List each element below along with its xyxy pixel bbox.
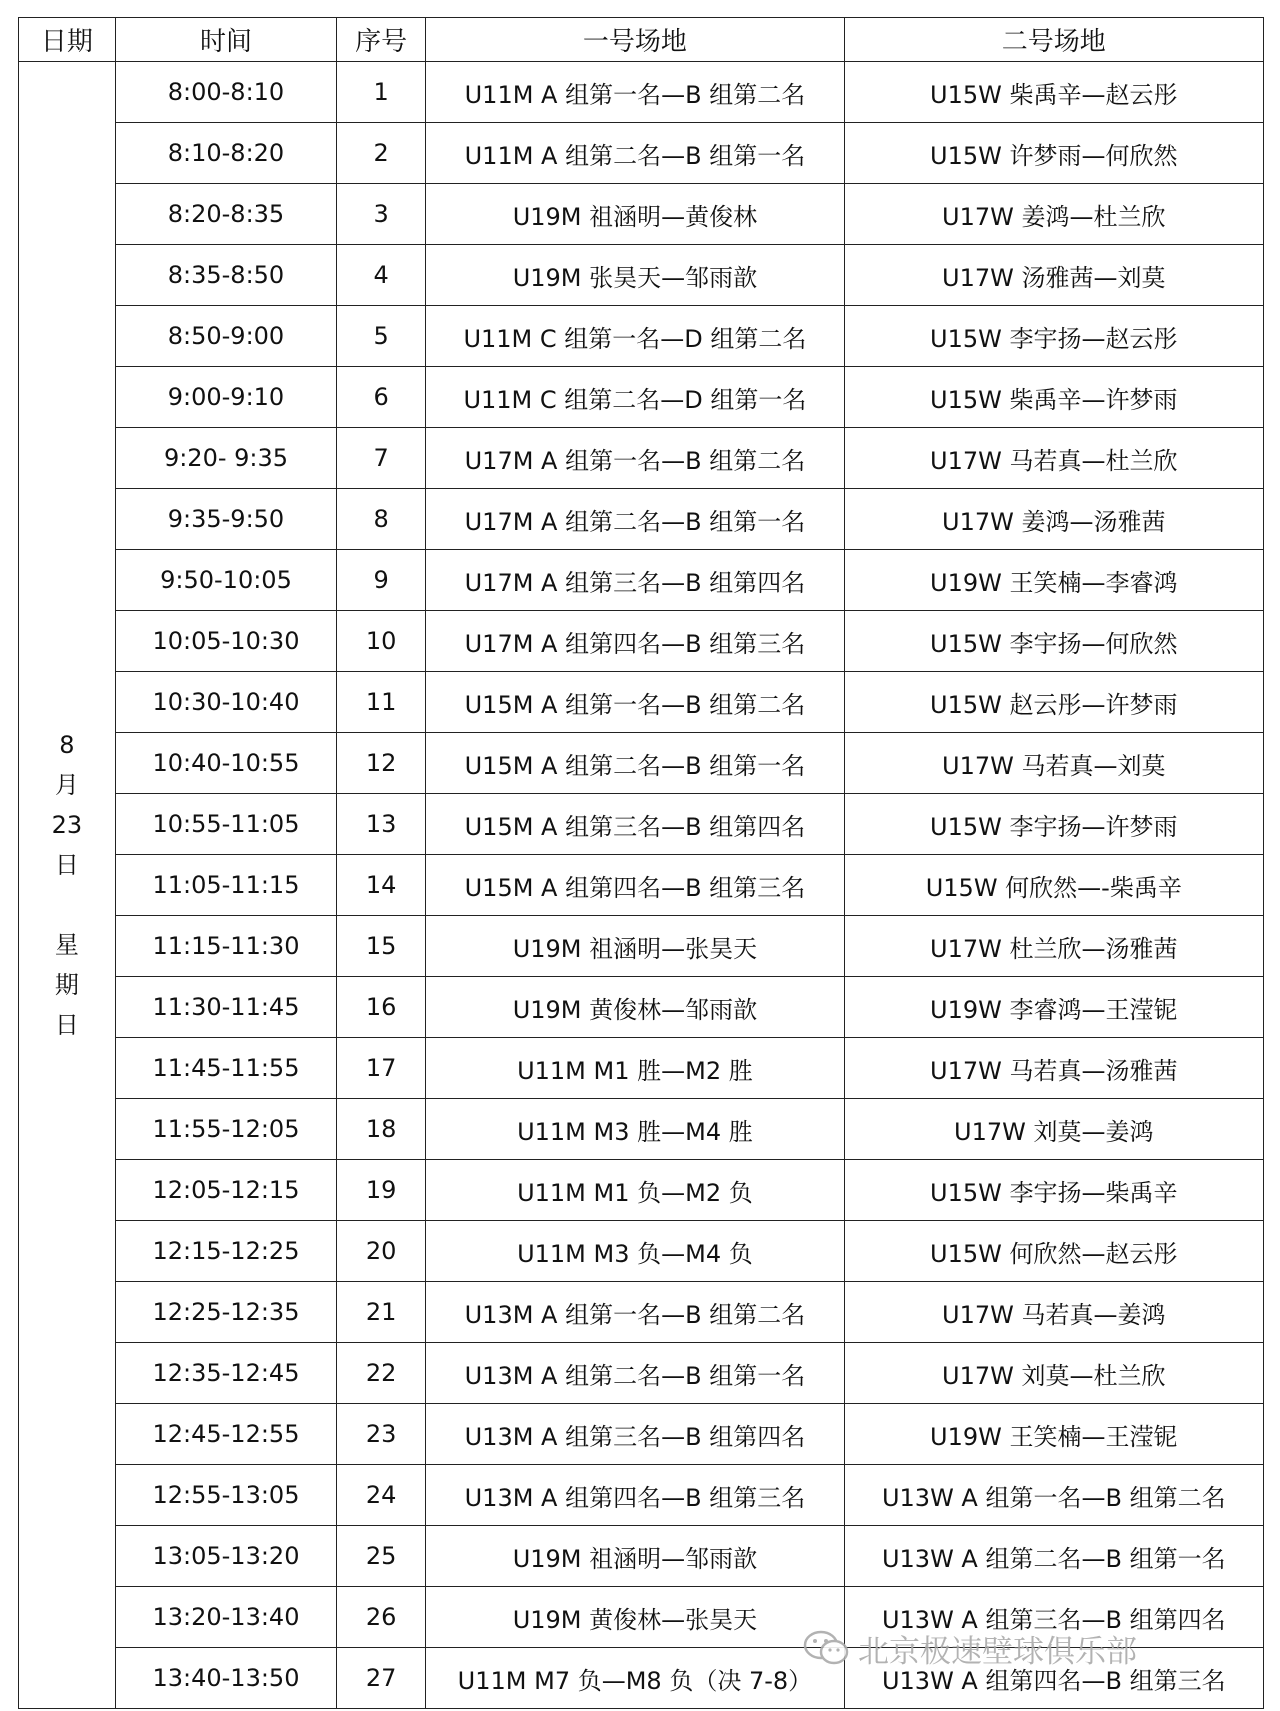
table-row: [19, 672, 1264, 733]
header-date: 日期: [19, 18, 116, 62]
court-2-cell: U15W 何欣然—-柴禹辛: [844, 855, 1263, 916]
number-cell: 14: [337, 855, 426, 916]
time-cell: 13:20-13:40: [115, 1587, 336, 1648]
header-time: 时间: [115, 18, 336, 62]
time-cell: 9:00-9:10: [115, 367, 336, 428]
court-2-cell: U15W 李宇扬—柴禹辛: [844, 1160, 1263, 1221]
table-row: [19, 855, 1264, 916]
court-1-cell: U11M M1 胜—M2 胜: [426, 1038, 844, 1099]
time-cell: 11:15-11:30: [115, 916, 336, 977]
table-row: [19, 184, 1264, 245]
number-cell: 4: [337, 245, 426, 306]
table-row: [19, 1282, 1264, 1343]
court-1-cell: U19M 黄俊林—邹雨歆: [426, 977, 844, 1038]
date-char: 日: [54, 1011, 79, 1039]
date-char: 日: [54, 851, 79, 879]
court-2-cell: U15W 李宇扬—何欣然: [844, 611, 1263, 672]
number-cell: 6: [337, 367, 426, 428]
court-2-cell: U13W A 组第一名—B 组第二名: [844, 1465, 1263, 1526]
number-cell: 10: [337, 611, 426, 672]
court-2-cell: U17W 马若真—杜兰欣: [844, 428, 1263, 489]
time-cell: 11:55-12:05: [115, 1099, 336, 1160]
court-1-cell: U19M 祖涵明—邹雨歆: [426, 1526, 844, 1587]
court-1-cell: U11M C 组第一名—D 组第二名: [426, 306, 844, 367]
watermark-text: 北京极速壁球俱乐部: [858, 1633, 1137, 1670]
time-cell: 13:05-13:20: [115, 1526, 336, 1587]
table-row: [19, 1343, 1264, 1404]
table-row: [19, 123, 1264, 184]
time-cell: 10:30-10:40: [115, 672, 336, 733]
number-cell: 13: [337, 794, 426, 855]
court-2-cell: U17W 刘莫—姜鸿: [844, 1099, 1263, 1160]
time-cell: 12:45-12:55: [115, 1404, 336, 1465]
table-row: [19, 733, 1264, 794]
number-cell: 5: [337, 306, 426, 367]
court-2-cell: U15W 柴禹辛—许梦雨: [844, 367, 1263, 428]
court-2-cell: U15W 柴禹辛—赵云彤: [844, 62, 1263, 123]
number-cell: 11: [337, 672, 426, 733]
table-row: [19, 1465, 1264, 1526]
header-court-2: 二号场地: [844, 18, 1263, 62]
court-1-cell: U11M A 组第一名—B 组第二名: [426, 62, 844, 123]
court-1-cell: U15M A 组第四名—B 组第三名: [426, 855, 844, 916]
court-1-cell: U11M C 组第二名—D 组第一名: [426, 367, 844, 428]
number-cell: 25: [337, 1526, 426, 1587]
time-cell: 9:20- 9:35: [115, 428, 336, 489]
number-cell: 21: [337, 1282, 426, 1343]
court-1-cell: U15M A 组第一名—B 组第二名: [426, 672, 844, 733]
court-1-cell: U19M 张昊天—邹雨歆: [426, 245, 844, 306]
number-cell: 15: [337, 916, 426, 977]
court-2-cell: U17W 杜兰欣—汤雅茜: [844, 916, 1263, 977]
court-1-cell: U19M 祖涵明—张昊天: [426, 916, 844, 977]
court-2-cell: U17W 姜鸿—杜兰欣: [844, 184, 1263, 245]
time-cell: 9:50-10:05: [115, 550, 336, 611]
court-2-cell: U17W 马若真—姜鸿: [844, 1282, 1263, 1343]
table-row: [19, 1526, 1264, 1587]
court-1-cell: U19M 祖涵明—黄俊林: [426, 184, 844, 245]
court-1-cell: U19M 黄俊林—张昊天: [426, 1587, 844, 1648]
court-1-cell: U13M A 组第二名—B 组第一名: [426, 1343, 844, 1404]
time-cell: 12:25-12:35: [115, 1282, 336, 1343]
time-cell: 11:05-11:15: [115, 855, 336, 916]
court-2-cell: U17W 马若真—汤雅茜: [844, 1038, 1263, 1099]
number-cell: 27: [337, 1648, 426, 1709]
table-row: [19, 428, 1264, 489]
court-1-cell: U11M M3 负—M4 负: [426, 1221, 844, 1282]
table-row: [19, 1404, 1264, 1465]
table-row: [19, 1038, 1264, 1099]
date-char: 月: [54, 771, 79, 799]
table-row: [19, 1221, 1264, 1282]
court-1-cell: U15M A 组第三名—B 组第四名: [426, 794, 844, 855]
date-char: 星: [54, 931, 79, 959]
time-cell: 8:50-9:00: [115, 306, 336, 367]
number-cell: 8: [337, 489, 426, 550]
time-cell: 8:35-8:50: [115, 245, 336, 306]
court-2-cell: U17W 马若真—刘莫: [844, 733, 1263, 794]
table-row: [19, 977, 1264, 1038]
time-cell: 12:35-12:45: [115, 1343, 336, 1404]
court-2-cell: U19W 李睿鸿—王滢铌: [844, 977, 1263, 1038]
number-cell: 7: [337, 428, 426, 489]
time-cell: 9:35-9:50: [115, 489, 336, 550]
header-number: 序号: [337, 18, 426, 62]
number-cell: 2: [337, 123, 426, 184]
number-cell: 17: [337, 1038, 426, 1099]
number-cell: 9: [337, 550, 426, 611]
time-cell: 10:05-10:30: [115, 611, 336, 672]
time-cell: 10:40-10:55: [115, 733, 336, 794]
table-row: [19, 611, 1264, 672]
number-cell: 3: [337, 184, 426, 245]
court-1-cell: U13M A 组第三名—B 组第四名: [426, 1404, 844, 1465]
table-row: [19, 1160, 1264, 1221]
court-1-cell: U11M M1 负—M2 负: [426, 1160, 844, 1221]
court-1-cell: U13M A 组第四名—B 组第三名: [426, 1465, 844, 1526]
court-2-cell: U17W 姜鸿—汤雅茜: [844, 489, 1263, 550]
court-2-cell: U19W 王笑楠—李睿鸿: [844, 550, 1263, 611]
court-2-cell: U15W 李宇扬—许梦雨: [844, 794, 1263, 855]
table-row: [19, 550, 1264, 611]
number-cell: 23: [337, 1404, 426, 1465]
court-1-cell: U11M M3 胜—M4 胜: [426, 1099, 844, 1160]
number-cell: 16: [337, 977, 426, 1038]
time-cell: 10:55-11:05: [115, 794, 336, 855]
court-2-cell: U17W 汤雅茜—刘莫: [844, 245, 1263, 306]
date-char: 23: [51, 811, 83, 839]
court-2-cell: U13W A 组第三名—B 组第四名: [844, 1587, 1263, 1648]
court-1-cell: U15M A 组第二名—B 组第一名: [426, 733, 844, 794]
time-cell: 11:30-11:45: [115, 977, 336, 1038]
court-2-cell: U19W 王笑楠—王滢铌: [844, 1404, 1263, 1465]
time-cell: 12:55-13:05: [115, 1465, 336, 1526]
number-cell: 1: [337, 62, 426, 123]
court-1-cell: U17M A 组第二名—B 组第一名: [426, 489, 844, 550]
header-row: [19, 18, 1264, 62]
table-row: [19, 306, 1264, 367]
time-cell: 8:00-8:10: [115, 62, 336, 123]
number-cell: 26: [337, 1587, 426, 1648]
court-2-cell: U15W 许梦雨—何欣然: [844, 123, 1263, 184]
time-cell: 12:05-12:15: [115, 1160, 336, 1221]
header-court-1: 一号场地: [426, 18, 844, 62]
time-cell: 13:40-13:50: [115, 1648, 336, 1709]
number-cell: 18: [337, 1099, 426, 1160]
court-1-cell: U17M A 组第三名—B 组第四名: [426, 550, 844, 611]
date-char: 期: [54, 971, 79, 999]
court-2-cell: U15W 赵云彤—许梦雨: [844, 672, 1263, 733]
court-2-cell: U13W A 组第四名—B 组第三名: [844, 1648, 1263, 1709]
table-row: [19, 489, 1264, 550]
number-cell: 19: [337, 1160, 426, 1221]
time-cell: 12:15-12:25: [115, 1221, 336, 1282]
wechat-icon: [802, 1628, 852, 1668]
court-1-cell: U17M A 组第四名—B 组第三名: [426, 611, 844, 672]
table-row: [19, 1099, 1264, 1160]
time-cell: 11:45-11:55: [115, 1038, 336, 1099]
date-cell: [19, 62, 116, 1709]
table-row: [19, 794, 1264, 855]
court-2-cell: U17W 刘莫—杜兰欣: [844, 1343, 1263, 1404]
table-row: [19, 245, 1264, 306]
court-1-cell: U11M A 组第二名—B 组第一名: [426, 123, 844, 184]
number-cell: 20: [337, 1221, 426, 1282]
court-2-cell: U15W 李宇扬—赵云彤: [844, 306, 1263, 367]
number-cell: 22: [337, 1343, 426, 1404]
date-char: 8: [59, 731, 75, 759]
court-1-cell: U11M M7 负—M8 负（决 7-8）: [426, 1648, 844, 1709]
court-2-cell: U15W 何欣然—赵云彤: [844, 1221, 1263, 1282]
court-1-cell: U17M A 组第一名—B 组第二名: [426, 428, 844, 489]
court-2-cell: U13W A 组第二名—B 组第一名: [844, 1526, 1263, 1587]
schedule-table: [18, 17, 1264, 1709]
time-cell: 8:20-8:35: [115, 184, 336, 245]
court-1-cell: U13M A 组第一名—B 组第二名: [426, 1282, 844, 1343]
number-cell: 12: [337, 733, 426, 794]
date-char: [19, 885, 115, 925]
table-row: [19, 367, 1264, 428]
time-cell: 8:10-8:20: [115, 123, 336, 184]
watermark: [802, 1627, 1137, 1669]
number-cell: 24: [337, 1465, 426, 1526]
table-row: [19, 62, 1264, 123]
table-row: [19, 916, 1264, 977]
